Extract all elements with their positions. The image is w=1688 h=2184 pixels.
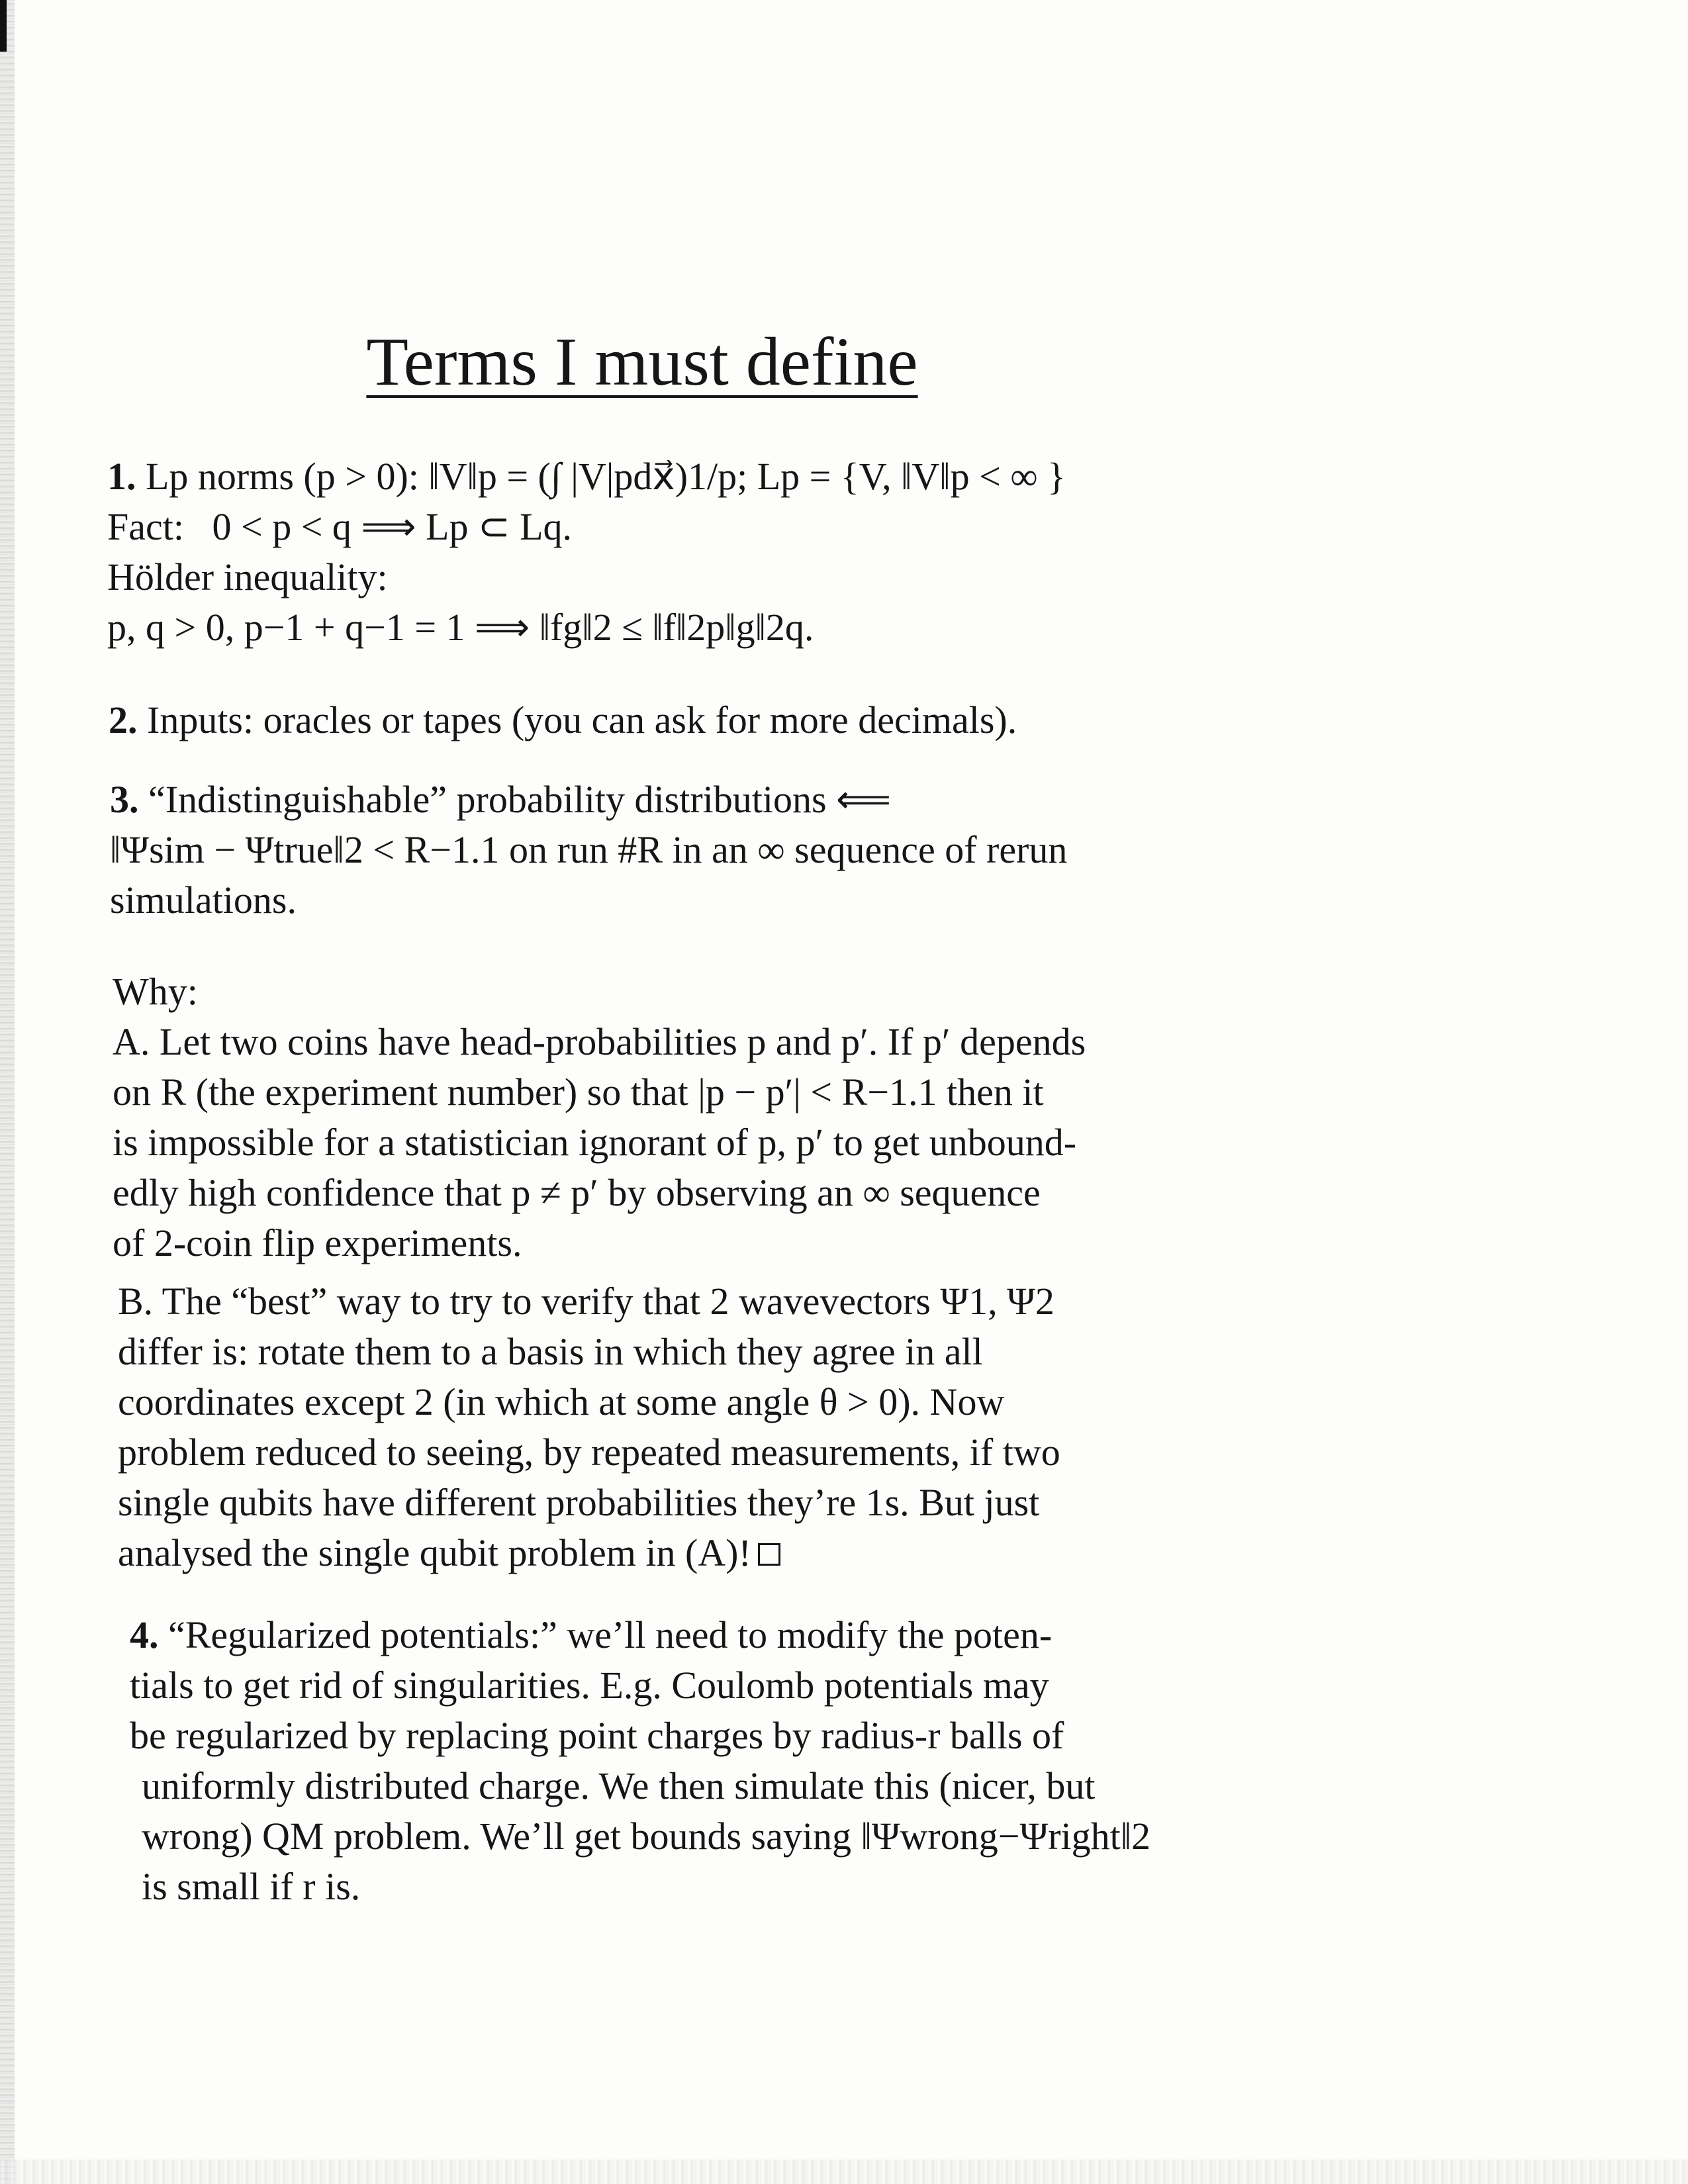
why-b-line-6 <box>118 1528 1256 1578</box>
section-4-line-3: be regularized by replacing point charges by radius-r balls of <box>130 1714 1064 1757</box>
why-a-line-1: A. Let two coins have head-probabilities p and p′. If p′ depends <box>113 1020 1086 1063</box>
why-a-line-3: is impossible for a statistician ignorant of p, p′ to get unbound- <box>113 1121 1077 1164</box>
section-3-number: 3. <box>110 778 139 821</box>
section-4-line-6: is small if r is. <box>142 1865 361 1908</box>
section-1-lead: Lp norms (p > 0): <box>146 455 419 498</box>
section-1-fact <box>107 502 1246 552</box>
why-b-line-2: differ is: rotate them to a basis in which they agree in all <box>118 1330 983 1373</box>
section-1 <box>107 451 1246 653</box>
why-b-line-1: B. The “best” way to try to verify that 2 wavevectors Ψ1, Ψ2 <box>118 1280 1055 1323</box>
why-section <box>113 967 1251 1268</box>
why-a-line-2: on R (the experiment number) so that |p − p′| < R−1.1 then it <box>113 1070 1044 1114</box>
section-4 <box>130 1610 1268 1912</box>
section-3-line-3: simulations. <box>110 878 297 922</box>
section-2 <box>109 695 1247 745</box>
why-b-line-5: single qubits have different probabilities they’re 1s. But just <box>118 1481 1040 1524</box>
why-b-section <box>118 1276 1256 1578</box>
section-4-line-1 <box>130 1610 1268 1660</box>
section-2-number: 2. <box>109 698 138 741</box>
section-1-formula: ‖V‖p = (∫ |V|pdx⃗)1/p; Lp = {V, ‖V‖p < ∞ } <box>428 455 1066 498</box>
section-1-number: 1. <box>107 455 136 498</box>
scan-edge-bottom <box>0 2160 1688 2184</box>
section-4-line-4: uniformly distributed charge. We then simulate this (nicer, but <box>142 1764 1096 1807</box>
section-2-line <box>109 695 1247 745</box>
qed-square-icon <box>758 1543 780 1566</box>
why-b-line-3: coordinates except 2 (in which at some angle θ > 0). Now <box>118 1380 1005 1423</box>
section-4-number: 4. <box>130 1613 159 1656</box>
section-3-line-2: ‖Ψsim − Ψtrue‖2 < R−1.1 on run #R in an ∞ sequence of rerun <box>110 828 1068 871</box>
holder-formula: p, q > 0, p−1 + q−1 = 1 ⟹ ‖fg‖2 ≤ ‖f‖2p‖g‖2q. <box>107 606 814 649</box>
page-title-text: Terms I must define <box>366 324 918 400</box>
section-4-line-5: wrong) QM problem. We’ll get bounds saying ‖Ψwrong−Ψright‖2 <box>142 1815 1151 1858</box>
scan-edge-mark <box>0 0 7 52</box>
why-b-line-6-text: analysed the single qubit problem in (A)! <box>118 1531 751 1574</box>
why-label: Why: <box>113 970 198 1013</box>
section-3-line-1 <box>110 775 1248 825</box>
holder-label: Hölder inequality: <box>107 555 388 598</box>
why-a-line-4: edly high confidence that p ≠ p′ by observing an ∞ sequence <box>113 1171 1041 1214</box>
section-4-line-2: tials to get rid of singularities. E.g. Coulomb potentials may <box>130 1664 1049 1707</box>
section-4-line-1-text: “Regularized potentials:” we’ll need to modify the poten- <box>168 1613 1053 1656</box>
section-2-text: Inputs: oracles or tapes (you can ask for more decimals). <box>147 698 1017 741</box>
section-1-line-1 <box>107 451 1246 502</box>
fact-text: 0 < p < q ⟹ Lp ⊂ Lq. <box>212 505 573 548</box>
fact-label: Fact: <box>107 505 184 548</box>
why-a-line-5: of 2-coin flip experiments. <box>113 1221 522 1264</box>
section-3 <box>110 775 1248 926</box>
why-b-line-4: problem reduced to seeing, by repeated measurements, if two <box>118 1431 1060 1474</box>
page-title <box>0 324 1284 400</box>
section-3-heading: “Indistinguishable” probability distributions ⟸ <box>148 778 892 821</box>
